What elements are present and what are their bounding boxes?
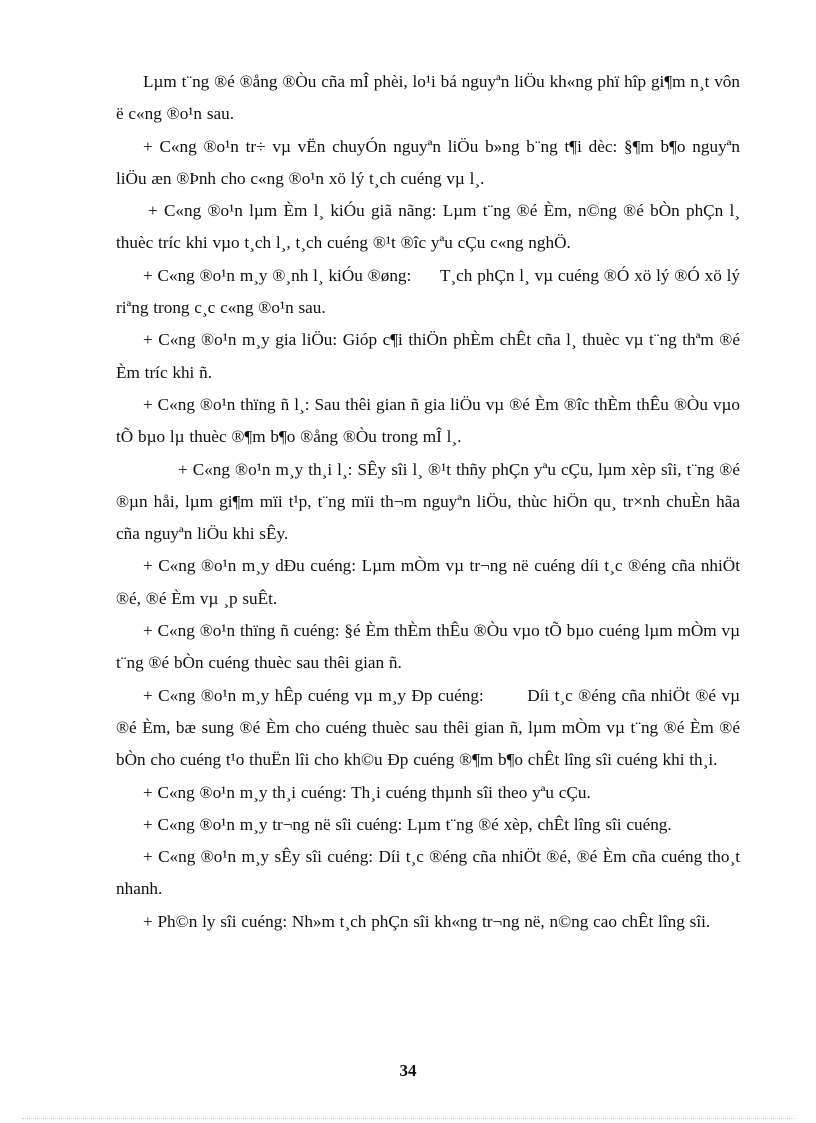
paragraph-hot-air-moistening: + C«ng ®o¹n lµm Èm l¸ kiÓu giã nãng: Lµm t¨ng ®é Èm, n©ng ®é bÒn phÇn l¸ thuèc tríc khi vµo t¸ch l¸, t¸ch cuéng ®¹t ®îc yªu cÇu c«ng nghÖ. [116,201,745,253]
paragraph-casing-machine: + C«ng ®o¹n m¸y gia liÖu: Gióp c¶i thiÖn phÈm chÊt cña l¸ thuèc vµ t¨ng thªm ®é Èm tríc khi ñ. [116,330,745,382]
paragraph-stem-silo: + C«ng ®o¹n thïng ñ cuéng: §é Èm thÈm thÊu ®Òu vµo tÕ bµo cuéng lµm mÒm vµ t¨ng ®é bÒn cuéng thuèc sau thêi gian ñ. [116,621,745,673]
footer-divider [22,1118,794,1119]
paragraph-stem-dryer: + C«ng ®o¹n m¸y sÊy sîi cuéng: Díi t¸c ®éng cña nhiÖt ®é, ®é Èm cña cuéng tho¸t nhanh. [116,847,745,899]
paragraph-stem-separator: + Ph©n ly sîi cuéng: Nh»m t¸ch phÇn sîi kh«ng tr¬ng në, n©ng cao chÊt lîng sîi. [143,911,711,931]
paragraph-threshing-machine: + C«ng ®o¹n m¸y ®¸nh l¸ kiÓu ®øng: T¸ch phÇn l¸ vµ cuéng ®Ó xö lý ®Ó xö lý riªng trong c¸c c«ng ®o¹n sau. [116,265,745,318]
paragraph-stem-cutter: + C«ng ®o¹n m¸y th¸i cuéng: Th¸i cuéng thµnh sîi theo yªu cÇu. [143,782,591,802]
page-number: 34 [399,1061,417,1080]
paragraph-intro: Lµm t¨ng ®é ®ång ®Òu cña mÎ phèi, lo¹i bá nguyªn liÖu kh«ng phï hîp gi¶m n¸t vôn ë c«ng ®o¹n sau. [116,72,745,124]
paragraph-leaf-silo: + C«ng ®o¹n thïng ñ l¸: Sau thêi gian ñ gia liÖu vµ ®é Èm ®îc thÈm thÊu ®Òu vµo tÕ bµo lµ thuèc ®¶m b¶o ®ång ®Òu trong mÎ l¸. [116,394,745,447]
paragraph-stem-expansion: + C«ng ®o¹n m¸y tr¬ng në sîi cuéng: Lµm t¨ng ®é xèp, chÊt lîng sîi cuéng. [143,814,672,834]
paragraph-stem-steaming-pressing: + C«ng ®o¹n m¸y hÊp cuéng vµ m¸y Ðp cuéng: Díi t¸c ®éng cña nhiÖt ®é vµ ®é Èm, bæ sung ®é Èm cho cuéng thuèc sau thêi gian ñ, lµm mÒm vµ t¨ng ®é Èm ®é bÒn cho cuéng t¹o thuËn lîi cho kh©u Ðp cuéng ®¶m b¶o chÊt lîng sîi cuéng khi th¸i. [116,685,745,770]
document-body [116,66,745,938]
paragraph-stem-conditioning: + C«ng ®o¹n m¸y dÐu cuéng: Lµm mÒm vµ tr¬ng në cuéng díi t¸c ®éng cña nhiÖt ®é, ®é Èm vµ ¸p suÊt. [116,556,745,608]
paragraph-leaf-cutter: + C«ng ®o¹n m¸y th¸i l¸: SÊy sîi l¸ ®¹t thñy phÇn yªu cÇu, lµm xèp sîi, t¨ng ®é ®µn håi, lµm gi¶m mïi t¹p, t¨ng mïi th¬m nguyªn liÖu, thùc hiÖn qu¸ tr×nh chuÈn hãa cña nguyªn liÖu khi sÊy. [116,459,745,544]
paragraph-storage-conveyor: + C«ng ®o¹n tr÷ vµ vËn chuyÓn nguyªn liÖu b»ng b¨ng t¶i dèc: §¶m b¶o nguyªn liÖu æn ®Þnh cho c«ng ®o¹n xö lý t¸ch cuéng vµ l¸. [116,136,745,188]
